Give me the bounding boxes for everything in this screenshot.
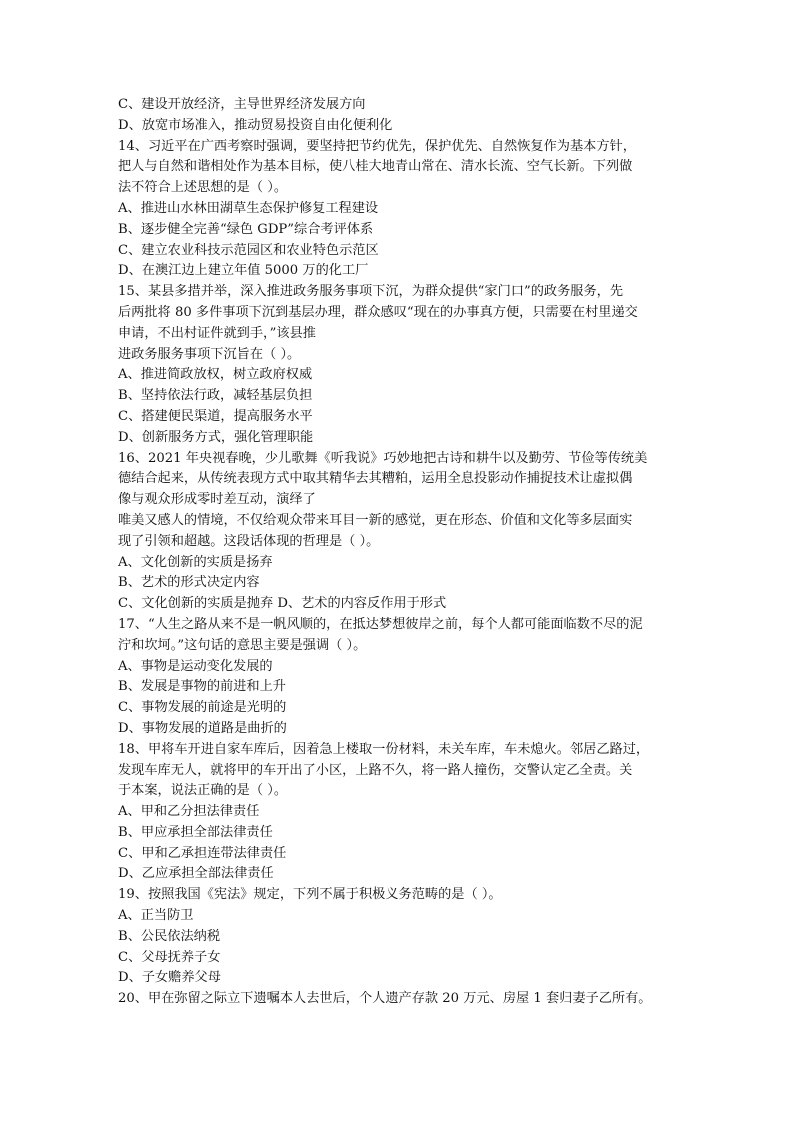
option-c: C、父母抚养子女 (118, 949, 221, 965)
text-line: 于本案，说法正确的是（ ）。 (118, 783, 288, 799)
option-a: A、事物是运动变化发展的 (118, 658, 273, 674)
text-line: 申请，不出村证件就到手，”该县推 (118, 325, 316, 341)
option-c: C、事物发展的前途是光明的 (118, 700, 287, 716)
text-line: 像与观众形成零时差互动，演绎了 (118, 492, 316, 508)
option-b: B、公民依法纳税 (118, 928, 221, 944)
question-14-stem: 14、习近平在广西考察时强调，要坚持把节约优先，保护优先、自然恢复作为基本方针， (118, 138, 636, 154)
question-16-stem: 16、2021 年央视春晚，少儿歌舞《听我说》巧妙地把古诗和耕牛以及勤劳、节俭等传统美 (118, 450, 648, 466)
text-line: 法不符合上述思想的是（ ）。 (118, 180, 288, 196)
option-b: B、坚持依法行政，减轻基层负担 (118, 388, 313, 404)
question-15-stem: 15、某县多措并举，深入推进政务服务事项下沉，为群众提供“家门口”的政务服务，先 (118, 284, 624, 300)
text-line: D、放宽市场准入，推动贸易投资自由化便利化 (118, 117, 393, 133)
text-line: 发现车库无人，就将甲的车开出了小区，上路不久，将一路人撞伤，交警认定乙全责。关 (118, 762, 633, 778)
option-c: C、甲和乙承担连带法律责任 (118, 845, 287, 861)
option-a: A、推进简政放权，树立政府权威 (118, 367, 313, 383)
option-d: D、乙应承担全部法律责任 (118, 866, 274, 882)
question-20-stem: 20、甲在弥留之际立下遗嘱本人去世后，个人遗产存款 20 万元、房屋 1 套归妻子乙所有。 (118, 991, 652, 1007)
text-line: 进政务服务事项下沉旨在（ ）。 (118, 346, 301, 362)
option-c-and-d: C、文化创新的实质是抛弃 D、艺术的内容反作用于形式 (118, 596, 447, 612)
option-a: A、甲和乙分担法律责任 (118, 804, 260, 820)
text-line: 唯美又感人的情境，不仅给观众带来耳目一新的感觉，更在形态、价值和文化等多层面实 (118, 512, 633, 528)
option-b: B、逐步健全完善“绿色 GDP”综合考评体系 (118, 221, 374, 237)
option-b: B、艺术的形式决定内容 (118, 575, 260, 591)
text-line: 现了引领和超越。这段话体现的哲理是（ ）。 (118, 533, 380, 549)
option-d: D、子女赡养父母 (118, 970, 221, 986)
question-17-stem: 17、“人生之路从来不是一帆风顺的，在抵达梦想彼岸之前，每个人都可能面临数不尽的泥 (118, 616, 643, 632)
text-line: 德结合起来，从传统表现方式中取其精华去其糟粕，运用全息投影动作捕捉技术让虚拟偶 (118, 471, 633, 487)
question-18-stem: 18、甲将车开进自家车库后，因着急上楼取一份材料，未关车库，车未熄火。邻居乙路过， (118, 741, 650, 757)
option-d: D、创新服务方式，强化管理职能 (118, 429, 314, 445)
option-a: A、正当防卫 (118, 908, 194, 924)
text-line: 后两批将 80 多件事项下沉到基层办理，群众感叹“现在的办事真方便，只需要在村里递交 (118, 304, 638, 320)
text-line: C、建设开放经济，主导世界经济发展方向 (118, 97, 366, 112)
option-b: B、发展是事物的前进和上升 (118, 679, 286, 695)
question-19-stem: 19、按照我国《宪法》规定，下列不属于积极义务范畴的是（ ）。 (118, 887, 502, 903)
option-c: C、建立农业科技示范园区和农业特色示范区 (118, 242, 379, 258)
option-d: D、事物发展的道路是曲折的 (118, 720, 287, 736)
option-d: D、在澳江边上建立年值 5000 万的化工厂 (118, 263, 369, 279)
option-a: A、推进山水林田湖草生态保护修复工程建设 (118, 200, 379, 216)
option-b: B、甲应承担全部法律责任 (118, 824, 273, 840)
option-c: C、搭建便民渠道，提高服务水平 (118, 408, 313, 424)
document-body (118, 95, 684, 1010)
text-line: 泞和坎坷。”这句话的意思主要是强调（ ）。 (118, 637, 367, 653)
option-a: A、文化创新的实质是扬弃 (118, 554, 273, 570)
text-line: 把人与自然和谐相处作为基本目标，使八桂大地青山常在、清水长流、空气长新。下列做 (118, 159, 633, 175)
